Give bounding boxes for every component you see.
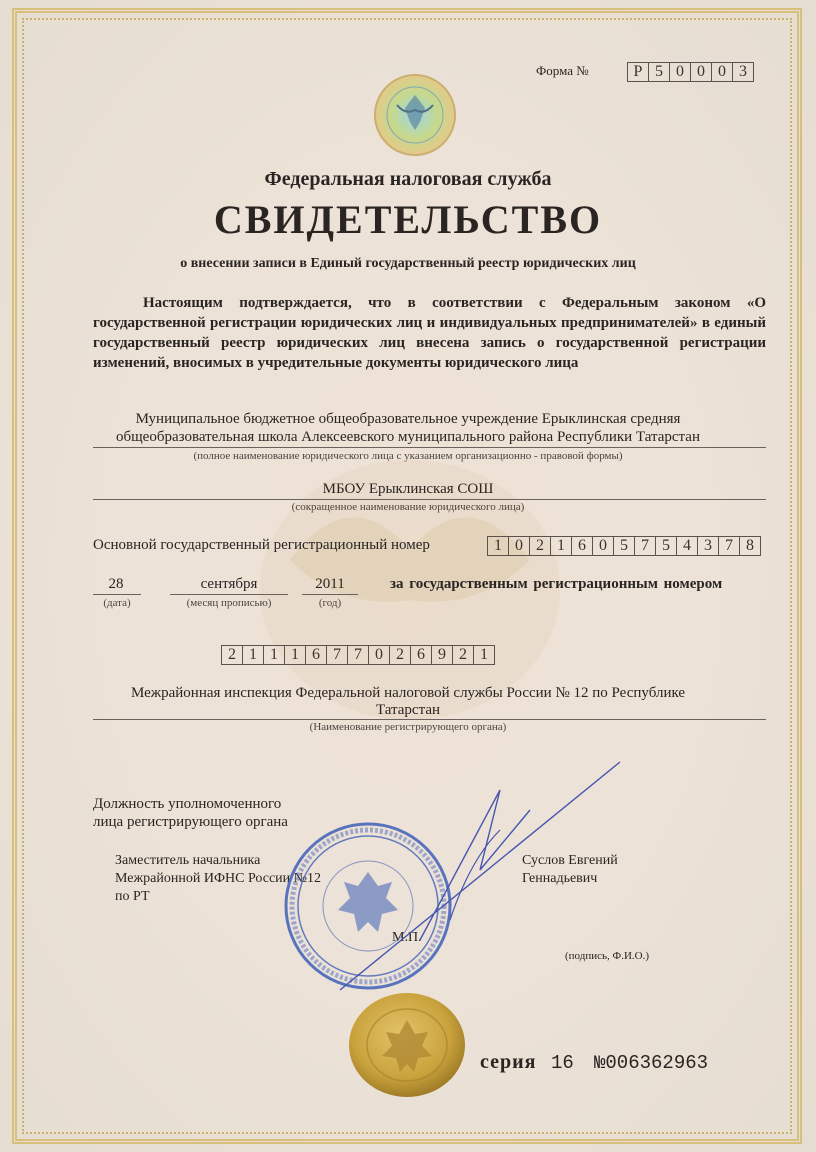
serial-number: №006362963: [594, 1052, 709, 1074]
ogrn-digit-box: 0: [508, 536, 530, 556]
agency-name: Федеральная налоговая служба: [264, 168, 552, 190]
hologram-emblem-icon: [370, 70, 460, 160]
form-number-boxes: [628, 62, 754, 82]
series-label: серия: [480, 1051, 537, 1073]
day-underline: [93, 594, 141, 595]
ogrn-digit-box: 3: [697, 536, 719, 556]
ogrn-digit-box: 8: [739, 536, 761, 556]
form-label: Форма №: [536, 63, 589, 78]
grn-number-boxes: [222, 645, 495, 665]
signatory-name-line1: Суслов Евгений: [522, 853, 618, 868]
full-name-underline: [93, 447, 766, 448]
grn-digit-box: 1: [473, 645, 495, 665]
month-caption: (месяц прописью): [186, 597, 272, 609]
short-name-underline: [93, 499, 766, 500]
grn-digit-box: 6: [410, 645, 432, 665]
ogrn-digit-box: 5: [613, 536, 635, 556]
grn-digit-box: 2: [221, 645, 243, 665]
signature-icon: [300, 750, 630, 1000]
position-heading-line2: лица регистрирующего органа: [93, 814, 288, 830]
registration-number-text: за государственным регистрационным номером: [390, 576, 723, 592]
grn-digit-box: 6: [305, 645, 327, 665]
ogrn-label: Основной государственный регистрационный номер: [93, 537, 430, 553]
certificate-subtitle: о внесении записи в Единый государственный реестр юридических лиц: [180, 256, 636, 271]
position-line1: Заместитель начальника: [115, 853, 261, 868]
authority-line2: Татарстан: [375, 702, 441, 718]
gold-seal-icon: [346, 990, 468, 1100]
position-line3: по РТ: [115, 889, 150, 904]
ogrn-digit-box: 4: [676, 536, 698, 556]
ogrn-digit-box: 1: [550, 536, 572, 556]
signatory-name-line2: Геннадьевич: [522, 871, 598, 886]
grn-digit-box: 0: [368, 645, 390, 665]
grn-digit-box: 7: [347, 645, 369, 665]
authority-underline: [93, 719, 766, 720]
ogrn-digit-box: 7: [718, 536, 740, 556]
short-name-caption: (сокращенное наименование юридического лица): [291, 501, 525, 513]
month-underline: [170, 594, 288, 595]
date-day: 28: [108, 576, 124, 592]
grn-digit-box: 9: [431, 645, 453, 665]
form-digit-box: 3: [732, 62, 754, 82]
entity-full-name-line2: общеобразовательная школа Алексеевского муниципального района Республики Татарстан: [116, 429, 700, 445]
day-caption: (дата): [103, 597, 131, 609]
date-month: сентября: [200, 576, 258, 592]
certification-statement: Настоящим подтверждается, что в соответствии с Федеральным законом «О государственной регистрации юридических лиц и индивидуальных предпринимателей» в единый государственный реестр юридических лиц внесена запись о государственной регистрации изменений, вносимых в учредительные документы юридического лица: [93, 295, 766, 371]
ogrn-digit-box: 7: [634, 536, 656, 556]
authority-line1: Межрайонная инспекция Федеральной налоговой службы России № 12 по Республике: [130, 685, 686, 701]
mp-mark: М.П.: [392, 930, 422, 945]
grn-digit-box: 2: [452, 645, 474, 665]
grn-digit-box: 7: [326, 645, 348, 665]
ogrn-number-boxes: [488, 536, 761, 556]
ogrn-digit-box: 5: [655, 536, 677, 556]
form-digit-box: 0: [690, 62, 712, 82]
certificate-title: СВИДЕТЕЛЬСТВО: [213, 197, 603, 242]
grn-digit-box: 2: [389, 645, 411, 665]
position-line2: Межрайонной ИФНС России №12: [115, 871, 322, 886]
entity-full-name-line1: Муниципальное бюджетное общеобразовательное учреждение Ерыклинская средняя: [135, 411, 681, 427]
series-value: 16: [551, 1052, 574, 1074]
year-underline: [302, 594, 358, 595]
form-digit-box: 0: [669, 62, 691, 82]
grn-digit-box: 1: [263, 645, 285, 665]
signature-caption: (подпись, Ф.И.О.): [565, 950, 649, 962]
date-year: 2011: [315, 576, 345, 592]
grn-digit-box: 1: [242, 645, 264, 665]
authority-caption: (Наименование регистрирующего органа): [309, 721, 507, 733]
grn-digit-box: 1: [284, 645, 306, 665]
form-digit-box: 0: [711, 62, 733, 82]
entity-short-name: МБОУ Ерыклинская СОШ: [322, 481, 494, 497]
form-digit-box: 5: [648, 62, 670, 82]
ogrn-digit-box: 0: [592, 536, 614, 556]
year-caption: (год): [318, 597, 342, 609]
full-name-caption: (полное наименование юридического лица с указанием организационно - правовой формы): [193, 450, 623, 462]
form-digit-box: Р: [627, 62, 649, 82]
ogrn-digit-box: 1: [487, 536, 509, 556]
ogrn-digit-box: 2: [529, 536, 551, 556]
ogrn-digit-box: 6: [571, 536, 593, 556]
position-heading-line1: Должность уполномоченного: [93, 796, 282, 812]
